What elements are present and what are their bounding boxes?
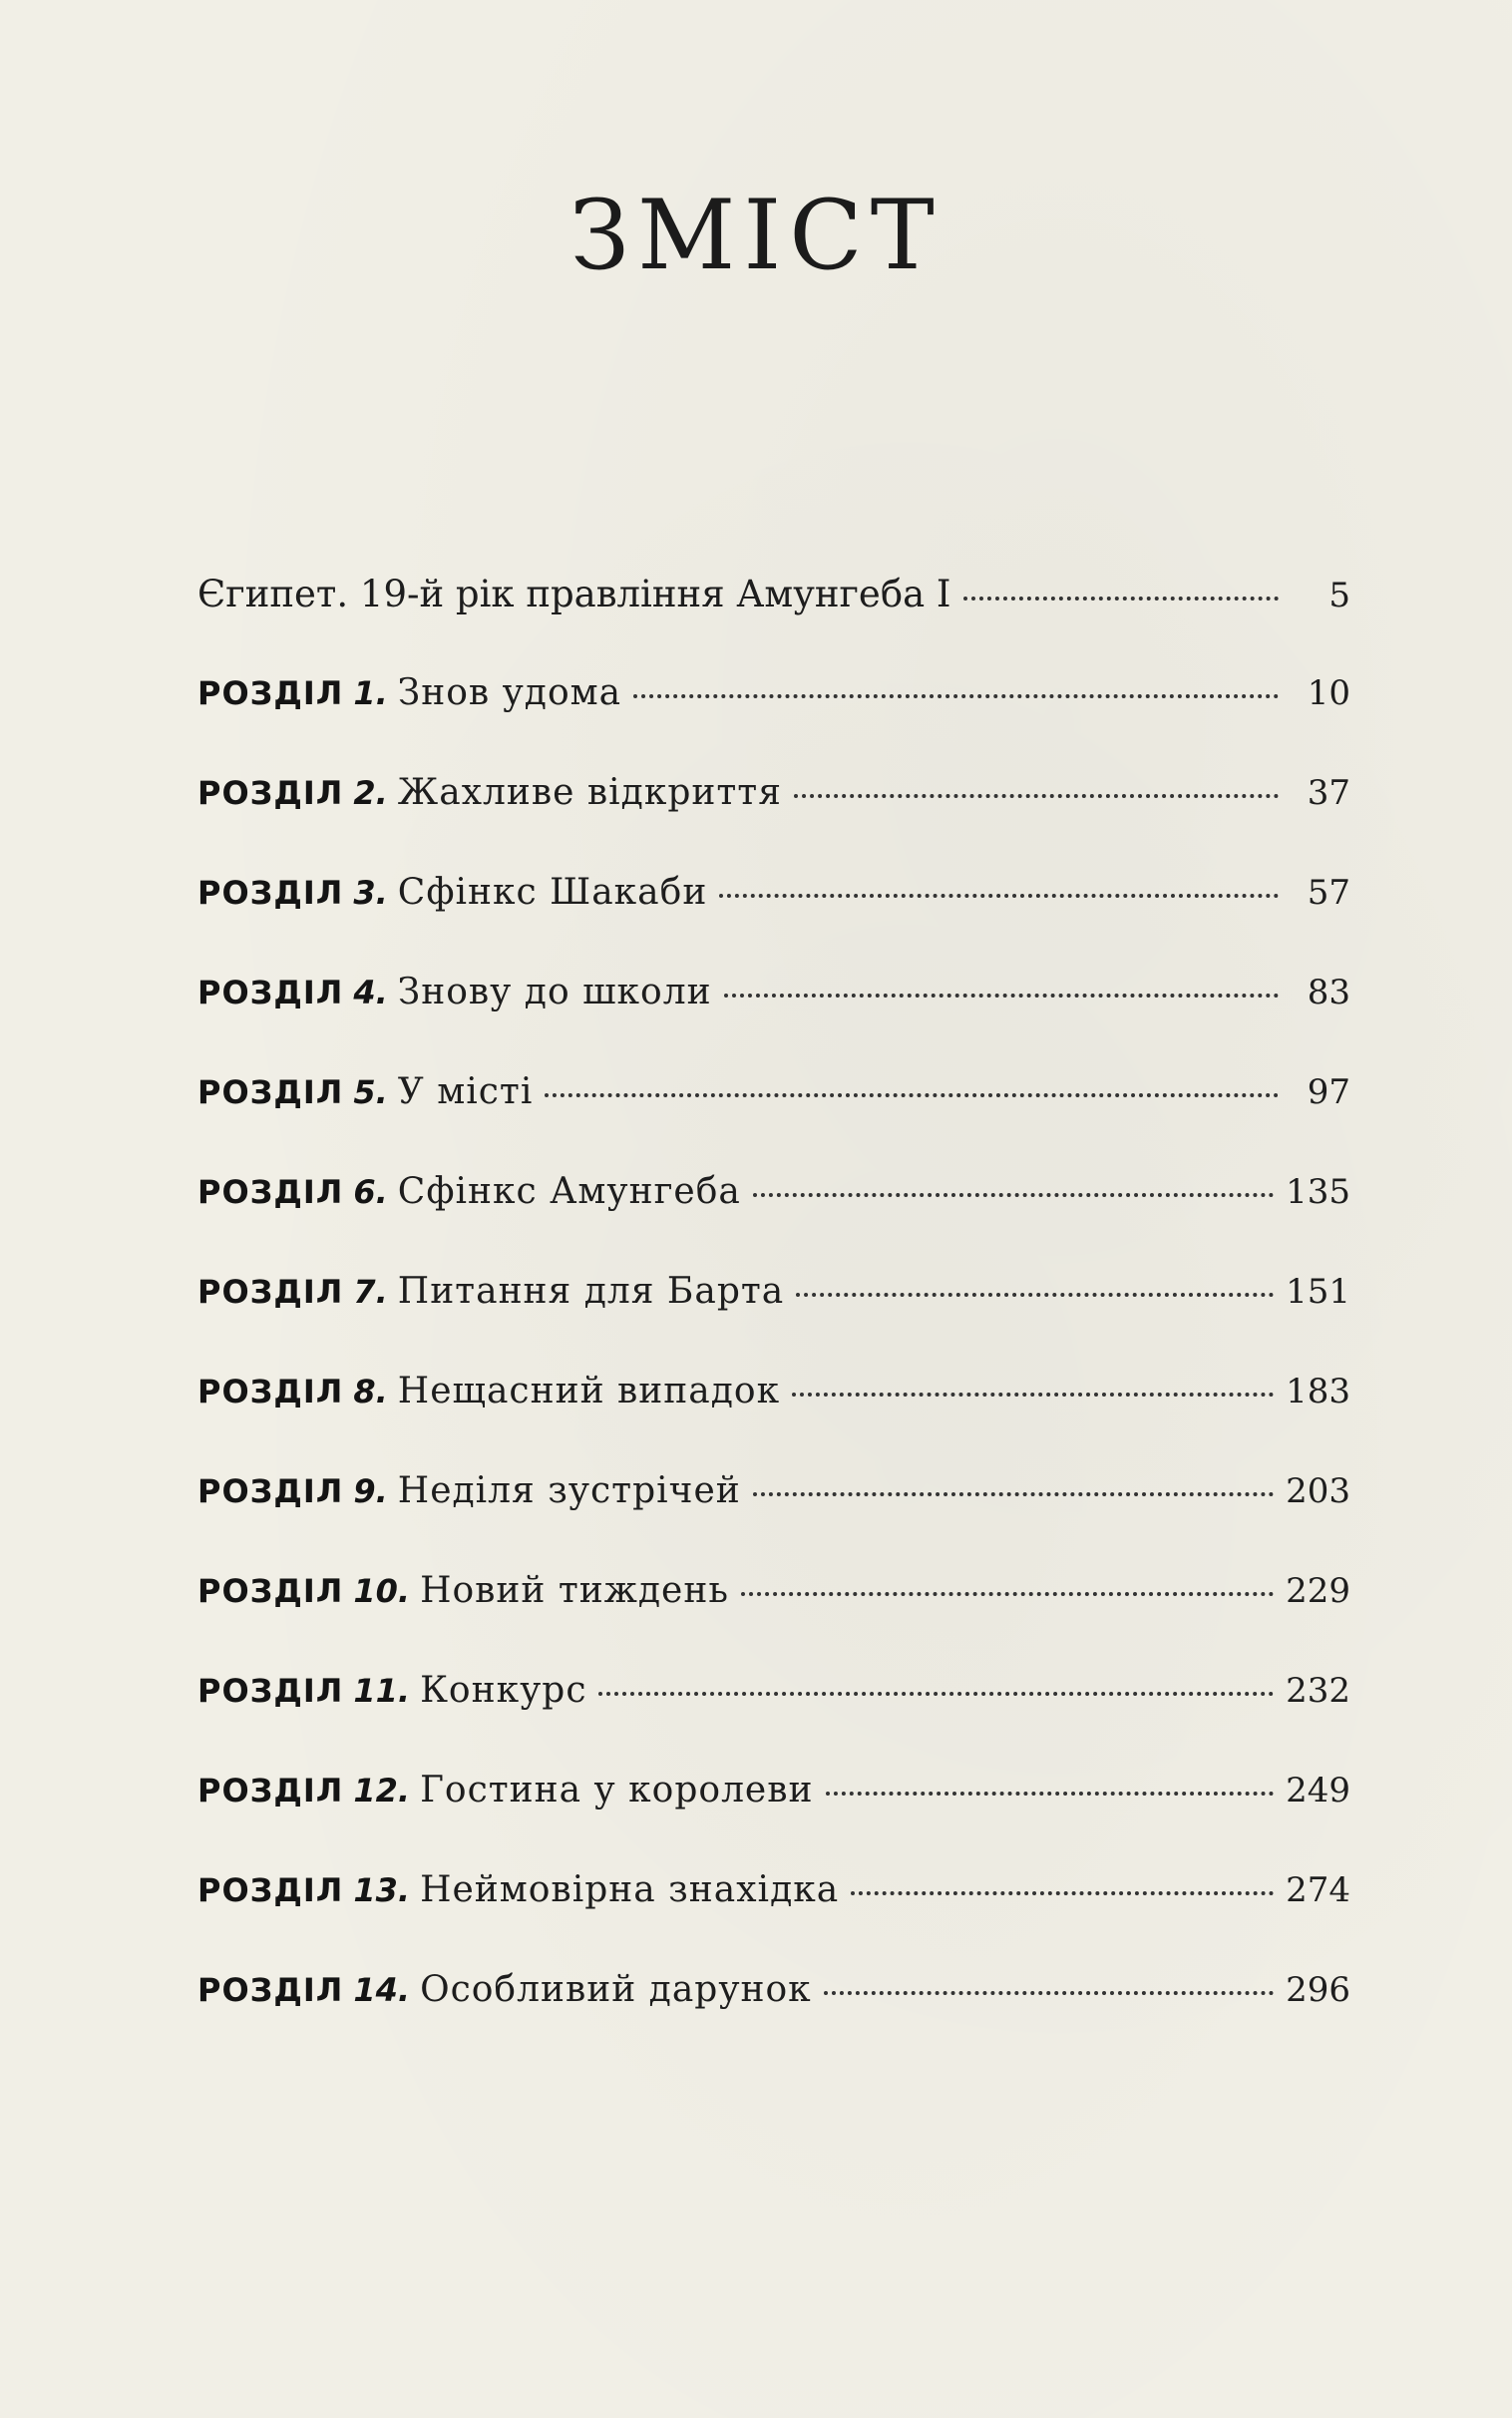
toc-row-chapter — [197, 1570, 1350, 1670]
toc-row-chapter — [197, 1071, 1350, 1171]
toc-row-chapter — [197, 1470, 1350, 1570]
dot-leader — [753, 1193, 1274, 1197]
table-of-contents — [197, 573, 1350, 2069]
chapter-title: Жахливе відкриття — [397, 772, 782, 813]
dot-leader — [794, 794, 1279, 798]
chapter-number: 1. — [353, 674, 388, 712]
dot-leader — [741, 1592, 1274, 1596]
chapter-number: 5. — [353, 1073, 388, 1111]
chapter-page-number: 151 — [1286, 1272, 1350, 1312]
chapter-label: РОЗДІЛ — [197, 1772, 344, 1810]
dot-leader — [719, 894, 1279, 898]
chapter-title: Нещасний випадок — [397, 1371, 781, 1411]
chapter-label: РОЗДІЛ — [197, 1173, 344, 1211]
chapter-label: РОЗДІЛ — [197, 674, 344, 712]
chapter-title: Особливий дарунок — [420, 1969, 812, 2010]
dot-leader — [753, 1492, 1274, 1496]
toc-row-chapter — [197, 1869, 1350, 1969]
chapter-label: РОЗДІЛ — [197, 1472, 344, 1510]
chapter-title: Знову до школи — [397, 972, 712, 1012]
chapter-number: 3. — [353, 874, 388, 912]
chapter-number: 10. — [353, 1572, 411, 1610]
chapter-page-number: 274 — [1286, 1870, 1350, 1910]
chapter-page-number: 203 — [1286, 1471, 1350, 1511]
chapter-page-number: 229 — [1286, 1571, 1350, 1611]
chapter-title: Новий тиждень — [420, 1570, 729, 1611]
chapter-page-number: 135 — [1286, 1172, 1350, 1212]
toc-row-chapter — [197, 1969, 1350, 2069]
page-title: ЗМІСТ — [569, 180, 943, 291]
chapter-page-number: 57 — [1307, 873, 1350, 913]
dot-leader — [963, 597, 1279, 601]
chapter-page-number: 37 — [1307, 773, 1350, 813]
chapter-number: 2. — [353, 774, 388, 812]
chapter-page-number: 249 — [1286, 1771, 1350, 1811]
chapter-title: Питання для Барта — [397, 1271, 785, 1312]
dot-leader — [826, 1792, 1275, 1796]
chapter-number: 13. — [353, 1871, 411, 1909]
chapter-page-number: 296 — [1286, 1970, 1350, 2010]
dot-leader — [851, 1891, 1274, 1895]
chapter-number: 14. — [353, 1971, 411, 2009]
dot-leader — [796, 1293, 1274, 1297]
toc-row-chapter — [197, 872, 1350, 972]
chapter-number: 12. — [353, 1772, 411, 1810]
chapter-number: 11. — [353, 1672, 411, 1710]
chapter-page-number: 83 — [1307, 973, 1350, 1012]
chapter-number: 9. — [353, 1472, 388, 1510]
chapter-number: 7. — [353, 1273, 388, 1311]
toc-row-chapter — [197, 672, 1350, 772]
chapter-label: РОЗДІЛ — [197, 1273, 344, 1311]
dot-leader — [545, 1093, 1279, 1097]
chapter-label: РОЗДІЛ — [197, 774, 344, 812]
chapter-label: РОЗДІЛ — [197, 1672, 344, 1710]
prologue-title: Єгипет. 19-й рік правління Амунгеба І — [197, 573, 951, 615]
chapter-label: РОЗДІЛ — [197, 1871, 344, 1909]
dot-leader — [824, 1991, 1274, 1995]
chapter-number: 4. — [353, 974, 388, 1011]
toc-row-chapter — [197, 772, 1350, 872]
chapter-label: РОЗДІЛ — [197, 974, 344, 1011]
chapter-title: Знов удома — [397, 672, 622, 713]
toc-row-prologue — [197, 573, 1350, 672]
chapter-title: Гостина у королеви — [420, 1770, 814, 1811]
toc-row-chapter — [197, 972, 1350, 1071]
toc-row-chapter — [197, 1670, 1350, 1770]
chapter-title: Неймовірна знахідка — [420, 1869, 840, 1910]
dot-leader — [724, 994, 1279, 998]
chapter-label: РОЗДІЛ — [197, 874, 344, 912]
chapter-title: Конкурс — [420, 1670, 587, 1711]
toc-row-chapter — [197, 1271, 1350, 1371]
dot-leader — [633, 694, 1279, 698]
chapter-title: Сфінкс Шакаби — [397, 872, 708, 913]
chapter-page-number: 232 — [1286, 1671, 1350, 1711]
toc-row-chapter — [197, 1770, 1350, 1869]
chapter-title: Неділя зустрічей — [397, 1470, 741, 1511]
dot-leader — [792, 1393, 1274, 1397]
chapter-number: 6. — [353, 1173, 388, 1211]
chapter-label: РОЗДІЛ — [197, 1572, 344, 1610]
prologue-page-number: 5 — [1328, 576, 1350, 615]
chapter-number: 8. — [353, 1373, 388, 1410]
chapter-page-number: 183 — [1286, 1372, 1350, 1411]
chapter-label: РОЗДІЛ — [197, 1073, 344, 1111]
toc-row-chapter — [197, 1371, 1350, 1470]
chapter-page-number: 10 — [1307, 673, 1350, 713]
toc-row-chapter — [197, 1171, 1350, 1271]
dot-leader — [598, 1692, 1274, 1696]
chapter-title: Сфінкс Амунгеба — [397, 1171, 741, 1212]
chapter-label: РОЗДІЛ — [197, 1971, 344, 2009]
chapter-title: У місті — [397, 1071, 534, 1112]
chapter-page-number: 97 — [1307, 1072, 1350, 1112]
chapter-label: РОЗДІЛ — [197, 1373, 344, 1410]
